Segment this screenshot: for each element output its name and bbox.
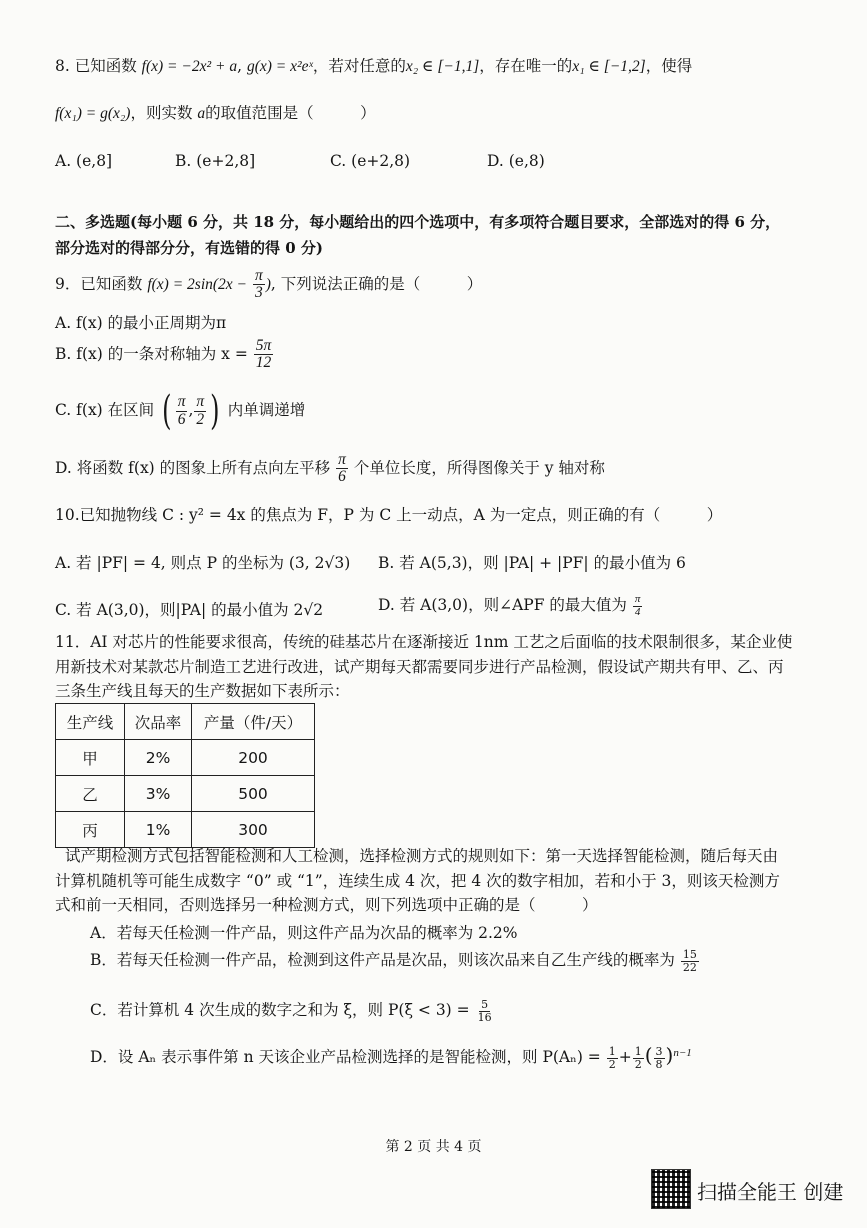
section2-heading-line2: 部分选对的得部分分，有选错的得 0 分)	[55, 239, 323, 257]
q11-option-c: C．若计算机 4 次生成的数字之和为 ξ，则 P(ξ < 3) = $\frac{5}{16}$	[90, 997, 492, 1024]
table-cell: 300	[192, 812, 315, 848]
table-cell: 1%	[125, 812, 192, 848]
q9-option-c: C. f(x) 在区间 ( $\frac{\pi}{6}$ , $\frac{\pi}{2}$ ) 内单调递增	[55, 388, 306, 434]
q8-option-c: C. (e+2,8)	[330, 152, 411, 170]
production-table	[55, 703, 315, 848]
q8-line2: f(x₁) = g(x₂)，则实数 a的取值范围是（ ）	[55, 104, 376, 122]
q11-line4: 试产期检测方式包括智能检测和人工检测，选择检测方式的规则如下：第一天选择智能检测，随后每天由	[65, 847, 779, 865]
section2-heading-line1: 二、多选题(每小题 6 分，共 18 分，每小题给出的四个选项中，有多项符合题目要求，全部选对的得 6 分，	[55, 213, 781, 231]
scanner-watermark: 扫描全能王 创建	[697, 1180, 844, 1204]
table-header: 次品率	[125, 704, 192, 740]
table-cell: 甲	[56, 740, 125, 776]
q11-line6: 式和前一天相同，否则选择另一种检测方式，则下列选项中正确的是（ ）	[55, 896, 598, 914]
q9-option-d: D. 将函数 f(x) 的图象上所有点向左平移 $\frac{\pi}{6}$ 个单位长度，所得图像关于 y 轴对称	[55, 451, 605, 486]
table-cell: 200	[192, 740, 315, 776]
table-header: 生产线	[56, 704, 125, 740]
q9-stem: 9．已知函数 f(x) = 2sin(2x − $\frac{\pi}{3}$ ), 下列说法正确的是（ ）	[55, 267, 483, 302]
q11-option-b: B．若每天任检测一件产品，检测到这件产品是次品，则该次品来自乙生产线的概率为 $\frac{15}{22}$	[90, 947, 697, 974]
q11-option-d: D．设 Aₙ 表示事件第 n 天该企业产品检测选择的是智能检测，则 P(Aₙ) = $\frac{1}{2}$ + $\frac{1}{2}$ ( $\frac{3}{8}$ )$^{n-1}$	[90, 1043, 692, 1071]
q10-option-b: B. 若 A(5,3)，则 |PA| + |PF| 的最小值为 6	[378, 554, 686, 572]
q10-option-c: C. 若 A(3,0)，则|PA| 的最小值为 2√2	[55, 601, 324, 619]
page-number: 第 2 页 共 4 页	[385, 1139, 482, 1155]
qr-code-icon	[651, 1169, 691, 1209]
q9-option-b: B. f(x) 的一条对称轴为 x = $\frac{5\pi}{12}$	[55, 337, 272, 372]
q11-line1: 11．AI 对芯片的性能要求很高，传统的硅基芯片在逐渐接近 1nm 工艺之后面临的技术限制很多，某企业使	[55, 633, 793, 651]
q10-option-a: A. 若 |PF| = 4, 则点 P 的坐标为 (3, 2√3)	[55, 554, 351, 572]
q9-option-a: A. f(x) 的最小正周期为π	[55, 314, 227, 332]
q11-line3: 三条生产线且每天的生产数据如下表所示：	[55, 682, 350, 700]
table-header: 产量（件/天）	[192, 704, 315, 740]
q11-line2: 用新技术对某款芯片制造工艺进行改进，试产期每天都需要同步进行产品检测，假设试产期共有甲、乙、丙	[55, 658, 784, 676]
table-cell: 3%	[125, 776, 192, 812]
table-row	[56, 740, 315, 776]
q8-option-d: D. (e,8)	[487, 152, 545, 170]
table-cell: 500	[192, 776, 315, 812]
q11-line5: 计算机随机等可能生成数字 “0” 或 “1”，连续生成 4 次，把 4 次的数字相加，若和小于 3，则该天检测方	[55, 872, 780, 890]
table-row	[56, 812, 315, 848]
q10-option-d: D. 若 A(3,0)，则∠APF 的最大值为 $\frac{\pi}{4}$	[378, 592, 641, 618]
q10-stem: 10.已知抛物线 C : y² = 4x 的焦点为 F，P 为 C 上一动点，A 为一定点，则正确的有（ ）	[55, 506, 723, 524]
q8-option-b: B. (e+2,8]	[175, 152, 256, 170]
table-cell: 丙	[56, 812, 125, 848]
table-cell: 2%	[125, 740, 192, 776]
table-row	[56, 776, 315, 812]
q11-option-a: A．若每天任检测一件产品，则这件产品为次品的概率为 2.2%	[90, 924, 518, 942]
table-cell: 乙	[56, 776, 125, 812]
table-header-row	[56, 704, 315, 740]
q8-option-a: A. (e,8]	[55, 152, 113, 170]
q8-line1: 8. 已知函数 f(x) = −2x² + a, g(x) = x²eˣ，若对任意的x₂ ∈ [−1,1]，存在唯一的x₁ ∈ [−1,2]，使得	[55, 57, 693, 75]
